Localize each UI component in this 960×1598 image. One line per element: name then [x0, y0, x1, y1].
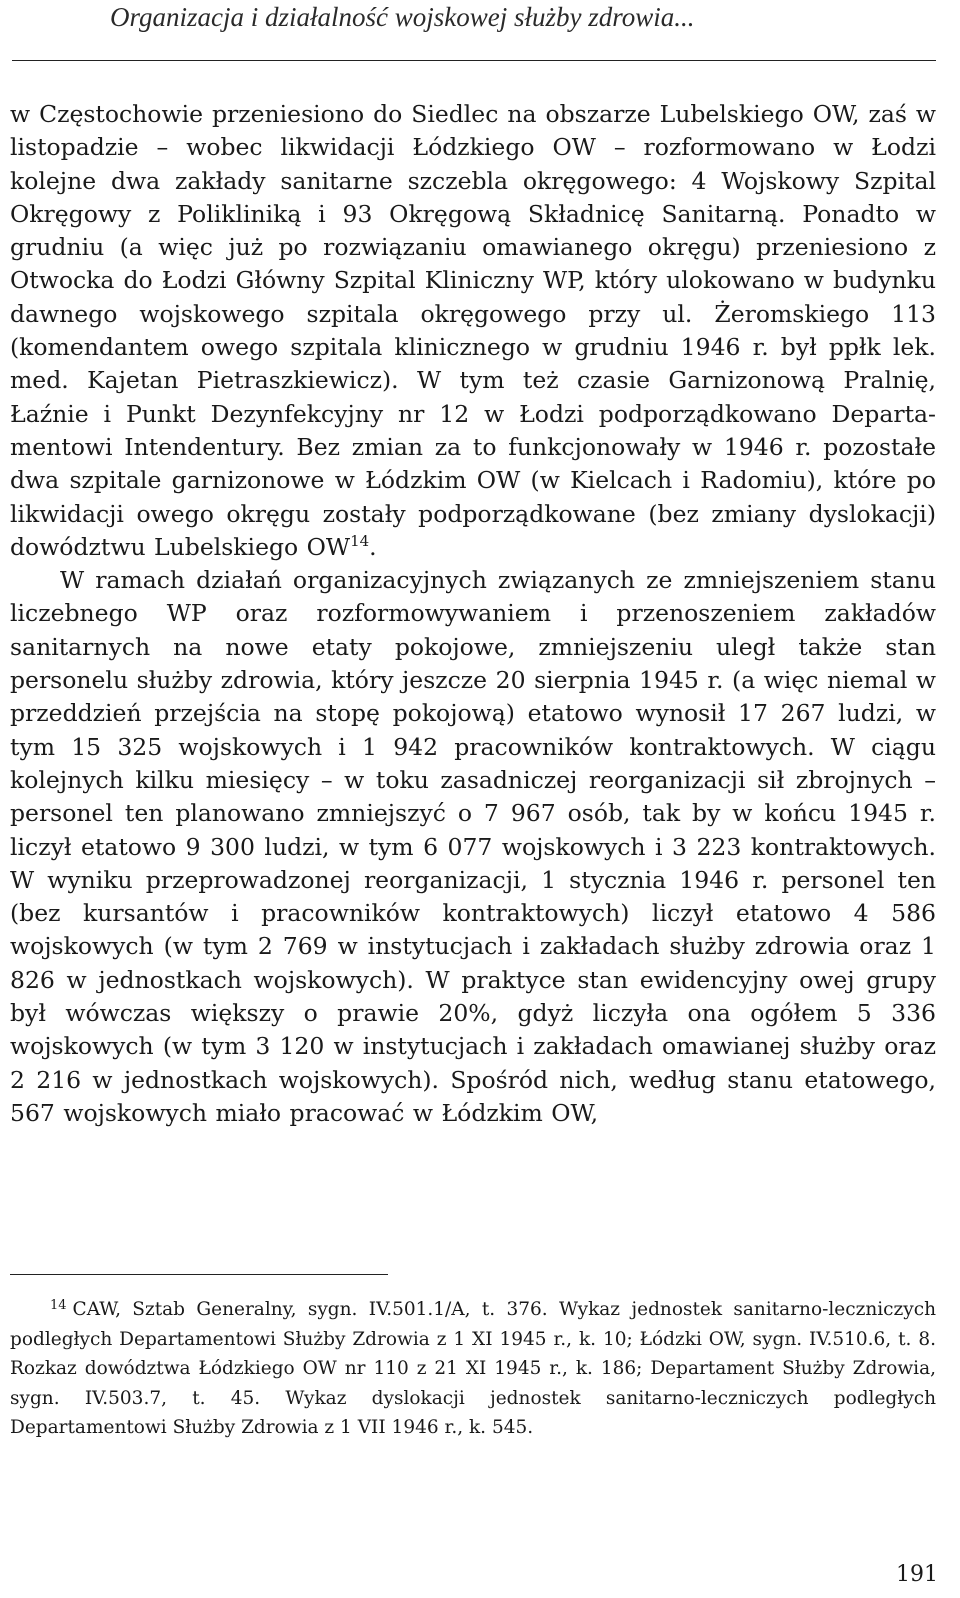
footnote-14: [10, 1295, 936, 1443]
paragraph-1: [10, 98, 936, 564]
footnote-reference[interactable]: 14: [350, 531, 370, 550]
footnote-rule: [10, 1274, 388, 1275]
footnotes: [10, 1295, 936, 1443]
footnote-text: CAW, Sztab Generalny, sygn. IV.501.1/A, t. 376. Wykaz jednostek sanitarno-leczniczych podległych Departamentowi Służby Zdrowia z 1 XI 1945 r., k. 10; Łódzki OW, sygn. IV.510.6, t. 8. Rozkaz dowództwa Łódzkiego OW nr 110 z 21 XI 1945 r., k. 186; Departament Służby Zdrowia, sygn. IV.503.7, t. 45. Wykaz dyslokacji jednostek sanitarno-leczniczych podległych Departamentowi Służby Zdrowia z 1 VII 1946 r., k. 545.: [10, 1299, 936, 1438]
page-number: 191: [896, 1562, 938, 1587]
body-text: [10, 98, 936, 1130]
header-rule: [12, 60, 936, 61]
paragraph-1-end: .: [369, 532, 377, 561]
paragraph-1-text: w Częstochowie przeniesiono do Siedlec na obszarze Lubelskiego OW, zaś w listopadzie – wobec likwidacji Łódzkiego OW – rozformowano w Łodzi kolejne dwa zakłady sanitarne szczebla okręgowego: 4 Wojskowy Szpital Okręgowy z Polikliniką i 93 Okręgową Składnicę Sanitarną. Ponadto w grudniu (a więc już po rozwiązaniu omawianego okręgu) przeniesiono z Otwocka do Łodzi Główny Szpital Kliniczny WP, który ulokowano w budynku dawnego wojskowego szpitala okręgowego przy ul. Żeromskiego 113 (komendantem owego szpitala klinicznego w grudniu 1946 r. był ppłk lek. med. Kajetan Pietraszkiewicz). W tym też czasie Garnizonową Pralnię, Łaźnie i Punkt Dezynfekcyjny nr 12 w Łodzi podporządkowano Departamentowi Intendentury. Bez zmian za to funkcjonowały w 1946 r. pozostałe dwa szpitale garnizonowe w Łódzkim OW (w Kielcach i Radomiu), które po likwidacji owego okręgu zostały podporządkowane (bez zmiany dyslokacji) dowództwu Lubelskiego OW: [10, 100, 936, 561]
running-header: Organizacja i działalność wojskowej służby zdrowia...: [110, 2, 695, 32]
footnote-mark: 14: [50, 1298, 67, 1313]
paragraph-2: W ramach działań organizacyjnych związanych ze zmniejszeniem stanu liczebnego WP oraz rozformowywaniem i przenoszeniem zakładów sanitarnych na nowe etaty pokojowe, zmniejszeniu uległ także stan personelu służby zdrowia, który jeszcze 20 sierpnia 1945 r. (a więc niemal w przeddzień przejścia na stopę pokojową) etatowo wynosił 17 267 ludzi, w tym 15 325 wojskowych i 1 942 pracowników kontraktowych. W ciągu kolejnych kilku miesięcy – w toku zasadniczej reorganizacji sił zbrojnych – personel ten planowano zmniejszyć o 7 967 osób, tak by w końcu 1945 r. liczył etatowo 9 300 ludzi, w tym 6 077 wojskowych i 3 223 kontraktowych. W wyniku przeprowadzonej reorganizacji, 1 stycznia 1946 r. personel ten (bez kursantów i pracowników kontraktowych) liczył etatowo 4 586 wojskowych (w tym 2 769 w instytucjach i zakładach służby zdrowia oraz 1 826 w jednostkach wojskowych). W praktyce stan ewidencyjny owej grupy był wówczas większy o prawie 20%, gdyż liczyła ona ogółem 5 336 wojskowych (w tym 3 120 w instytucjach i zakładach omawianej służby oraz 2 216 w jednostkach wojskowych). Spośród nich, według stanu etatowego, 567 wojskowych miało pracować w Łódzkim OW,: [10, 566, 936, 1127]
